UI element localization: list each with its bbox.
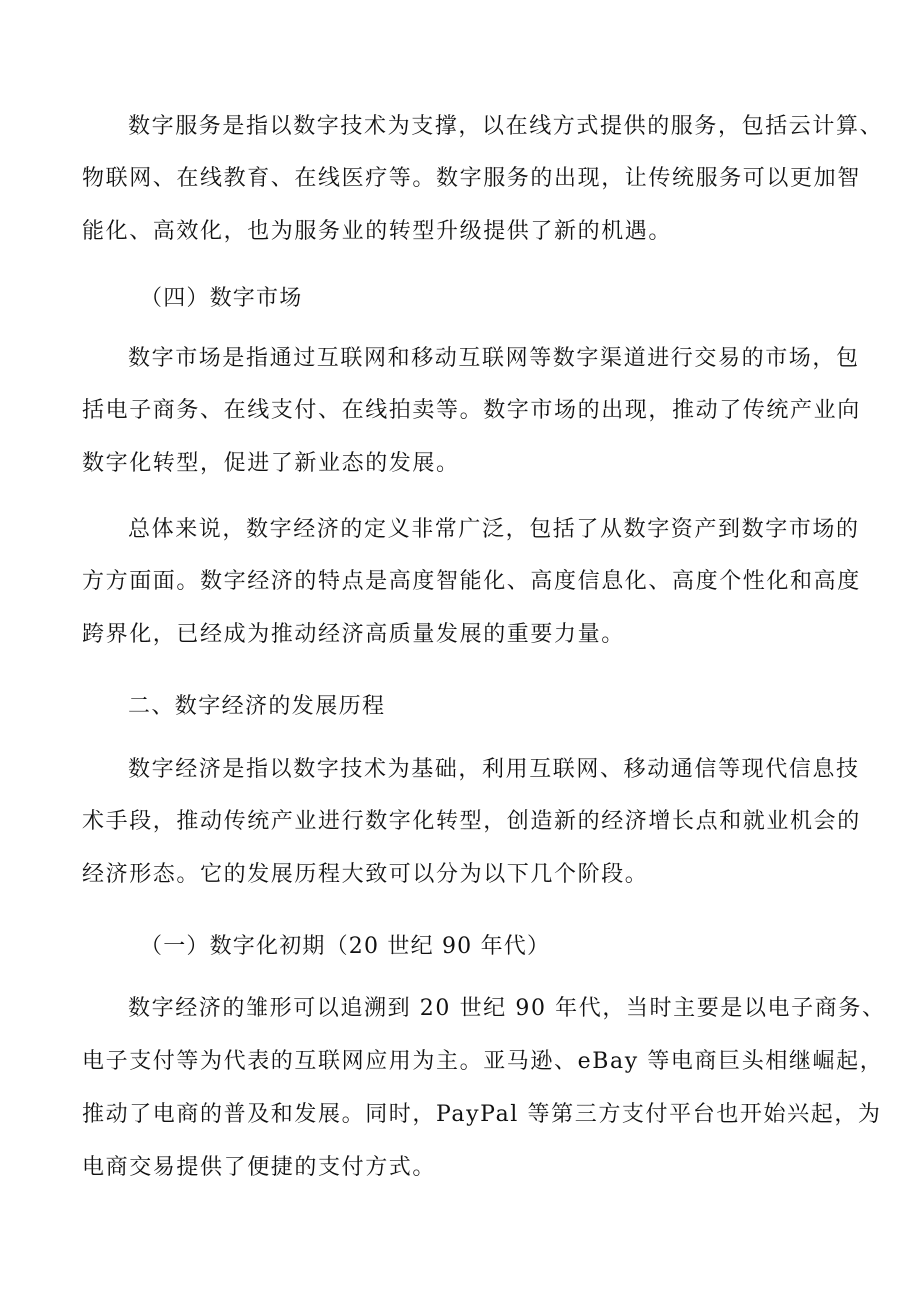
heading-text: 二、数字经济的发展历程: [128, 694, 386, 719]
text-line: 数字市场是指通过互联网和移动互联网等数字渠道进行交易的市场，包: [128, 346, 860, 371]
text-line: 总体来说，数字经济的定义非常广泛，包括了从数字资产到数字市场的: [128, 517, 860, 542]
text-line: 术手段，推动传统产业进行数字化转型，创造新的经济增长点和就业机会的: [82, 809, 861, 834]
text-line: 数字经济是指以数字技术为基础，利用互联网、移动通信等现代信息技: [128, 757, 860, 782]
text-line: 方方面面。数字经济的特点是高度智能化、高度信息化、高度个性化和高度: [82, 569, 861, 594]
text-line: 电商交易提供了便捷的支付方式。: [82, 1155, 437, 1180]
text-line: 数字化转型，促进了新业态的发展。: [82, 451, 460, 476]
text-line: 括电子商务、在线支付、在线拍卖等。数字市场的出现，推动了传统产业向: [82, 398, 861, 423]
text-line: 物联网、在线教育、在线医疗等。数字服务的出现，让传统服务可以更加智: [82, 166, 861, 191]
text-line: 能化、高效化，也为服务业的转型升级提供了新的机遇。: [82, 219, 673, 244]
subheading-text: （四）数字市场: [140, 286, 303, 311]
text-line: 经济形态。它的发展历程大致可以分为以下几个阶段。: [82, 862, 649, 887]
text-line: 跨界化，已经成为推动经济高质量发展的重要力量。: [82, 622, 625, 647]
subheading-text: （一）数字化初期（20 世纪 90 年代）: [140, 934, 551, 959]
text-line: 数字服务是指以数字技术为支撑，以在线方式提供的服务，包括云计算、: [128, 114, 884, 139]
text-line: 推动了电商的普及和发展。同时，PayPal 等第三方支付平台也开始兴起，为: [82, 1102, 882, 1127]
text-line: 数字经济的雏形可以追溯到 20 世纪 90 年代，当时主要是以电子商务、: [128, 996, 886, 1021]
text-line: 电子支付等为代表的互联网应用为主。亚马逊、eBay 等电商巨头相继崛起，: [82, 1049, 884, 1074]
